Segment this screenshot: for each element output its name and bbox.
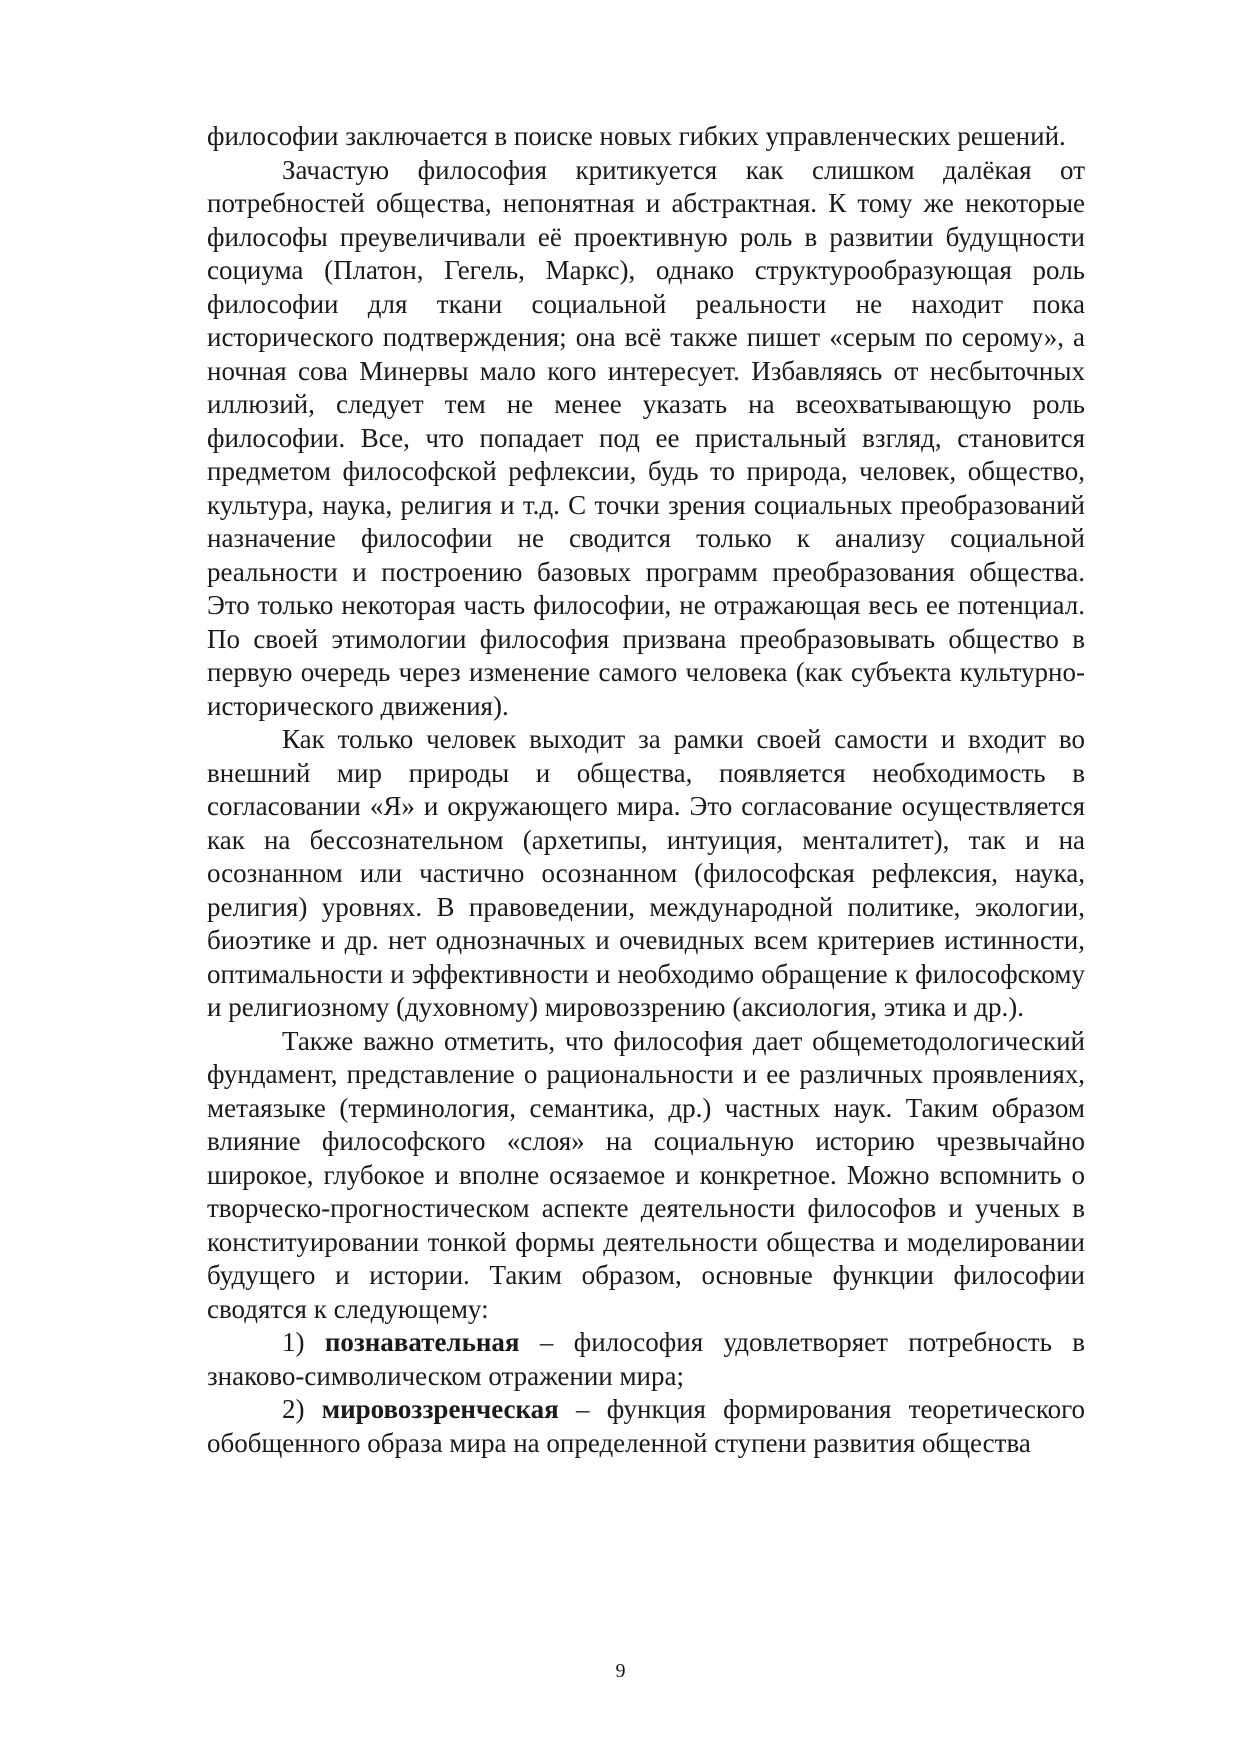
- list-item-number: 2): [282, 1394, 305, 1424]
- body-text: [207, 120, 1085, 1460]
- list-item: [207, 1326, 1085, 1393]
- paragraph-continuation: философии заключается в поиске новых гибких управленческих решений.: [207, 121, 1066, 151]
- paragraph: Как только человек выходит за рамки своей самости и входит во внешний мир природы и общества, появляется необходимость в согласовании «Я» и окружающего мира. Это согласование осуществляется как на бессознательном (архетипы, интуиция, менталитет), так и на осознанном или частично осознанном (философская рефлексия, наука, религия) уровнях. В правоведении, международной политике, экологии, биоэтике и др. нет однозначных и очевидных всем критериев истинности, оптимальности и эффективности и необходимо обращение к философскому и религиозному (духовному) мировоззрению (аксиология, этика и др.).: [207, 724, 1085, 1022]
- list-item-number: 1): [282, 1327, 305, 1357]
- paragraph: Зачастую философия критикуется как слишком далёкая от потребностей общества, непонятная и абстрактная. К тому же некоторые философы преувеличивали её проективную роль в развитии будущности социума (Платон, Гегель, Маркс), однако структурообразующая роль философии для ткани социальной реальности не находит пока исторического подтверждения; она всё также пишет «серым по серому», а ночная сова Минервы мало кого интересует. Избавляясь от несбыточных иллюзий, следует тем не менее указать на всеохватывающую роль философии. Все, что попадает под ее пристальный взгляд, становится предметом философской рефлексии, будь то природа, человек, общество, культура, наука, религия и т.д. С точки зрения социальных преобразований назначение философии не сводится только к анализу социальной реальности и построению базовых программ преобразования общества. Это только некоторая часть философии, не отражающая весь ее потенциал. По своей этимологии философия призвана преобразовывать общество в первую очередь через изменение самого человека (как субъекта культурно-исторического движения).: [207, 154, 1085, 721]
- page-number: 9: [615, 1660, 626, 1682]
- list-item-description: – функция формирования теоретического обобщенного образа мира на определенной ступени развития общества: [207, 1394, 1086, 1458]
- list-item: [207, 1393, 1085, 1460]
- list-item-description: – философия удовлетворяет потребность в знаково-символическом отражении мира;: [207, 1327, 1086, 1391]
- list-item-term: познавательная: [324, 1327, 520, 1357]
- paragraph: Также важно отметить, что философия дает общеметодологический фундамент, представление о рациональности и ее различных проявлениях, метаязыке (терминология, семантика, др.) частных наук. Таким образом влияние философского «слоя» на социальную историю чрезвычайно широкое, глубокое и вполне осязаемое и конкретное. Можно вспомнить о творческо-прогностическом аспекте деятельности философов и ученых в конституировании тонкой формы деятельности общества и моделировании будущего и истории. Таким образом, основные функции философии сводятся к следующему:: [207, 1025, 1085, 1324]
- list-item-term: мировоззренческая: [321, 1394, 559, 1424]
